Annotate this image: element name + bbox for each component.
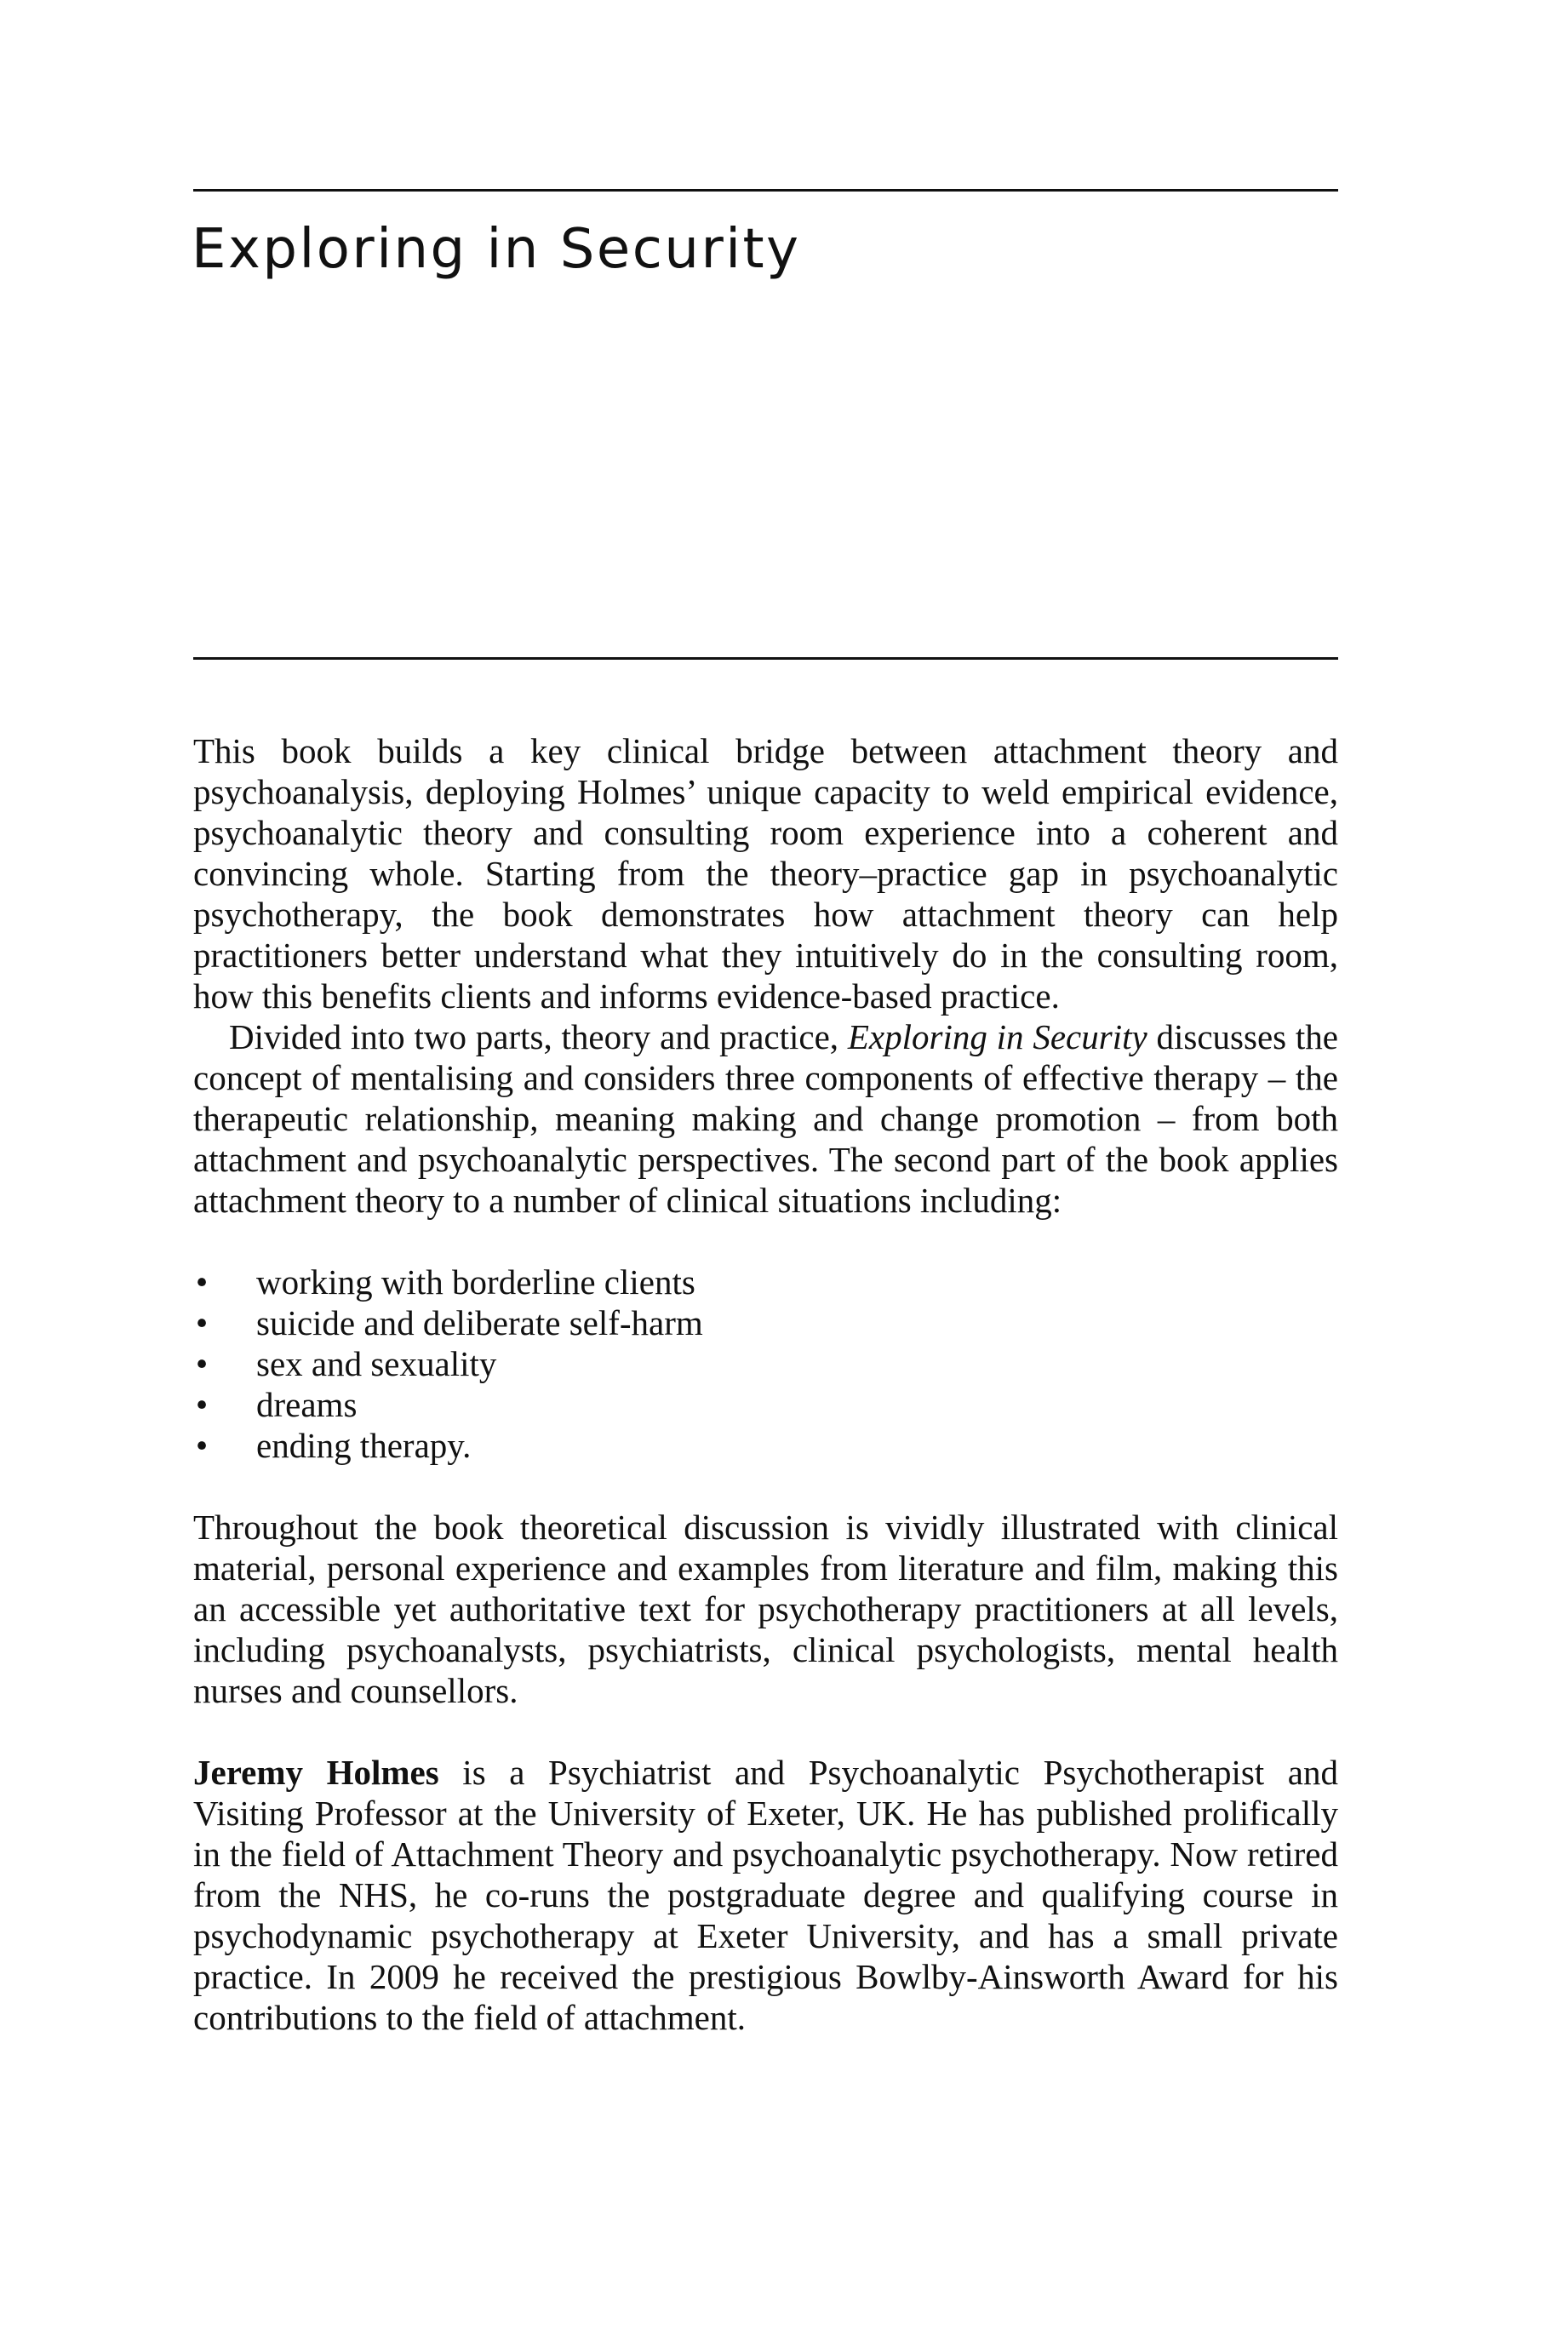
list-item-text: suicide and deliberate self-harm bbox=[256, 1303, 703, 1342]
summary-paragraph: Throughout the book theoretical discussion is vividly illustrated with clinical material, personal experience and examples from literature and film, making this an accessible yet authoritative text for psychotherapy practitioners at all levels, including psychoanalysts, psychiatrists, clinical psychologists, mental health nurses and counsellors. bbox=[193, 1508, 1338, 1710]
book-title-italic: Exploring in Security bbox=[847, 1017, 1147, 1056]
author-name: Jeremy Holmes bbox=[193, 1753, 439, 1792]
bullet-icon: • bbox=[195, 1262, 209, 1302]
bullet-icon: • bbox=[195, 1426, 209, 1465]
parts-paragraph-start: Divided into two parts, theory and practice, bbox=[229, 1017, 848, 1056]
top-rule bbox=[193, 189, 1338, 192]
intro-paragraph: This book builds a key clinical bridge between attachment theory and psychoanalysis, deploying Holmes’ unique capacity to weld empirical evidence, psychoanalytic theory and consulting room experience into a coherent and convincing whole. Starting from the theory–practice gap in psychoanalytic psychotherapy, the book demonstrates how attachment theory can help practitioners better understand what they intuitively do in the consulting room, how this benefits clients and informs evidence-based practice. bbox=[193, 731, 1338, 1016]
list-item bbox=[193, 1302, 1338, 1343]
page-title: Exploring in Security bbox=[192, 218, 801, 281]
list-item-text: sex and sexuality bbox=[256, 1344, 497, 1383]
list-item bbox=[193, 1425, 1338, 1466]
bullet-icon: • bbox=[195, 1385, 209, 1424]
blurb-content bbox=[193, 730, 1338, 2038]
list-item bbox=[193, 1384, 1338, 1425]
parts-paragraph bbox=[193, 1016, 1338, 1221]
author-bio: is a Psychiatrist and Psychoanalytic Psychotherapist and Visiting Professor at the University of Exeter, UK. He has published prolifically in the field of Attachment Theory and psychoanalytic psychotherapy. Now retired from the NHS, he co-runs the postgraduate degree and qualifying course in psychodynamic psychotherapy at Exeter University, and has a small private practice. In 2009 he received the prestigious Bowlby-Ainsworth Award for his contributions to the field of attachment. bbox=[193, 1753, 1338, 2037]
list-item bbox=[193, 1343, 1338, 1384]
bottom-rule bbox=[193, 657, 1338, 660]
parts-paragraph-end: discusses the concept of mentalising and considers three components of effective therapy – the therapeutic relationship, meaning making and change promotion – from both attachment and psychoanalytic perspectives. The second part of the book applies attachment theory to a number of clinical situations including: bbox=[193, 1017, 1338, 1220]
bullet-icon: • bbox=[195, 1344, 209, 1383]
author-paragraph bbox=[193, 1752, 1338, 2038]
clinical-situations-list bbox=[193, 1262, 1338, 1466]
list-item-text: working with borderline clients bbox=[256, 1262, 695, 1302]
list-item-text: dreams bbox=[256, 1385, 358, 1424]
list-item-text: ending therapy. bbox=[256, 1426, 472, 1465]
list-item bbox=[193, 1262, 1338, 1302]
bullet-icon: • bbox=[195, 1303, 209, 1342]
